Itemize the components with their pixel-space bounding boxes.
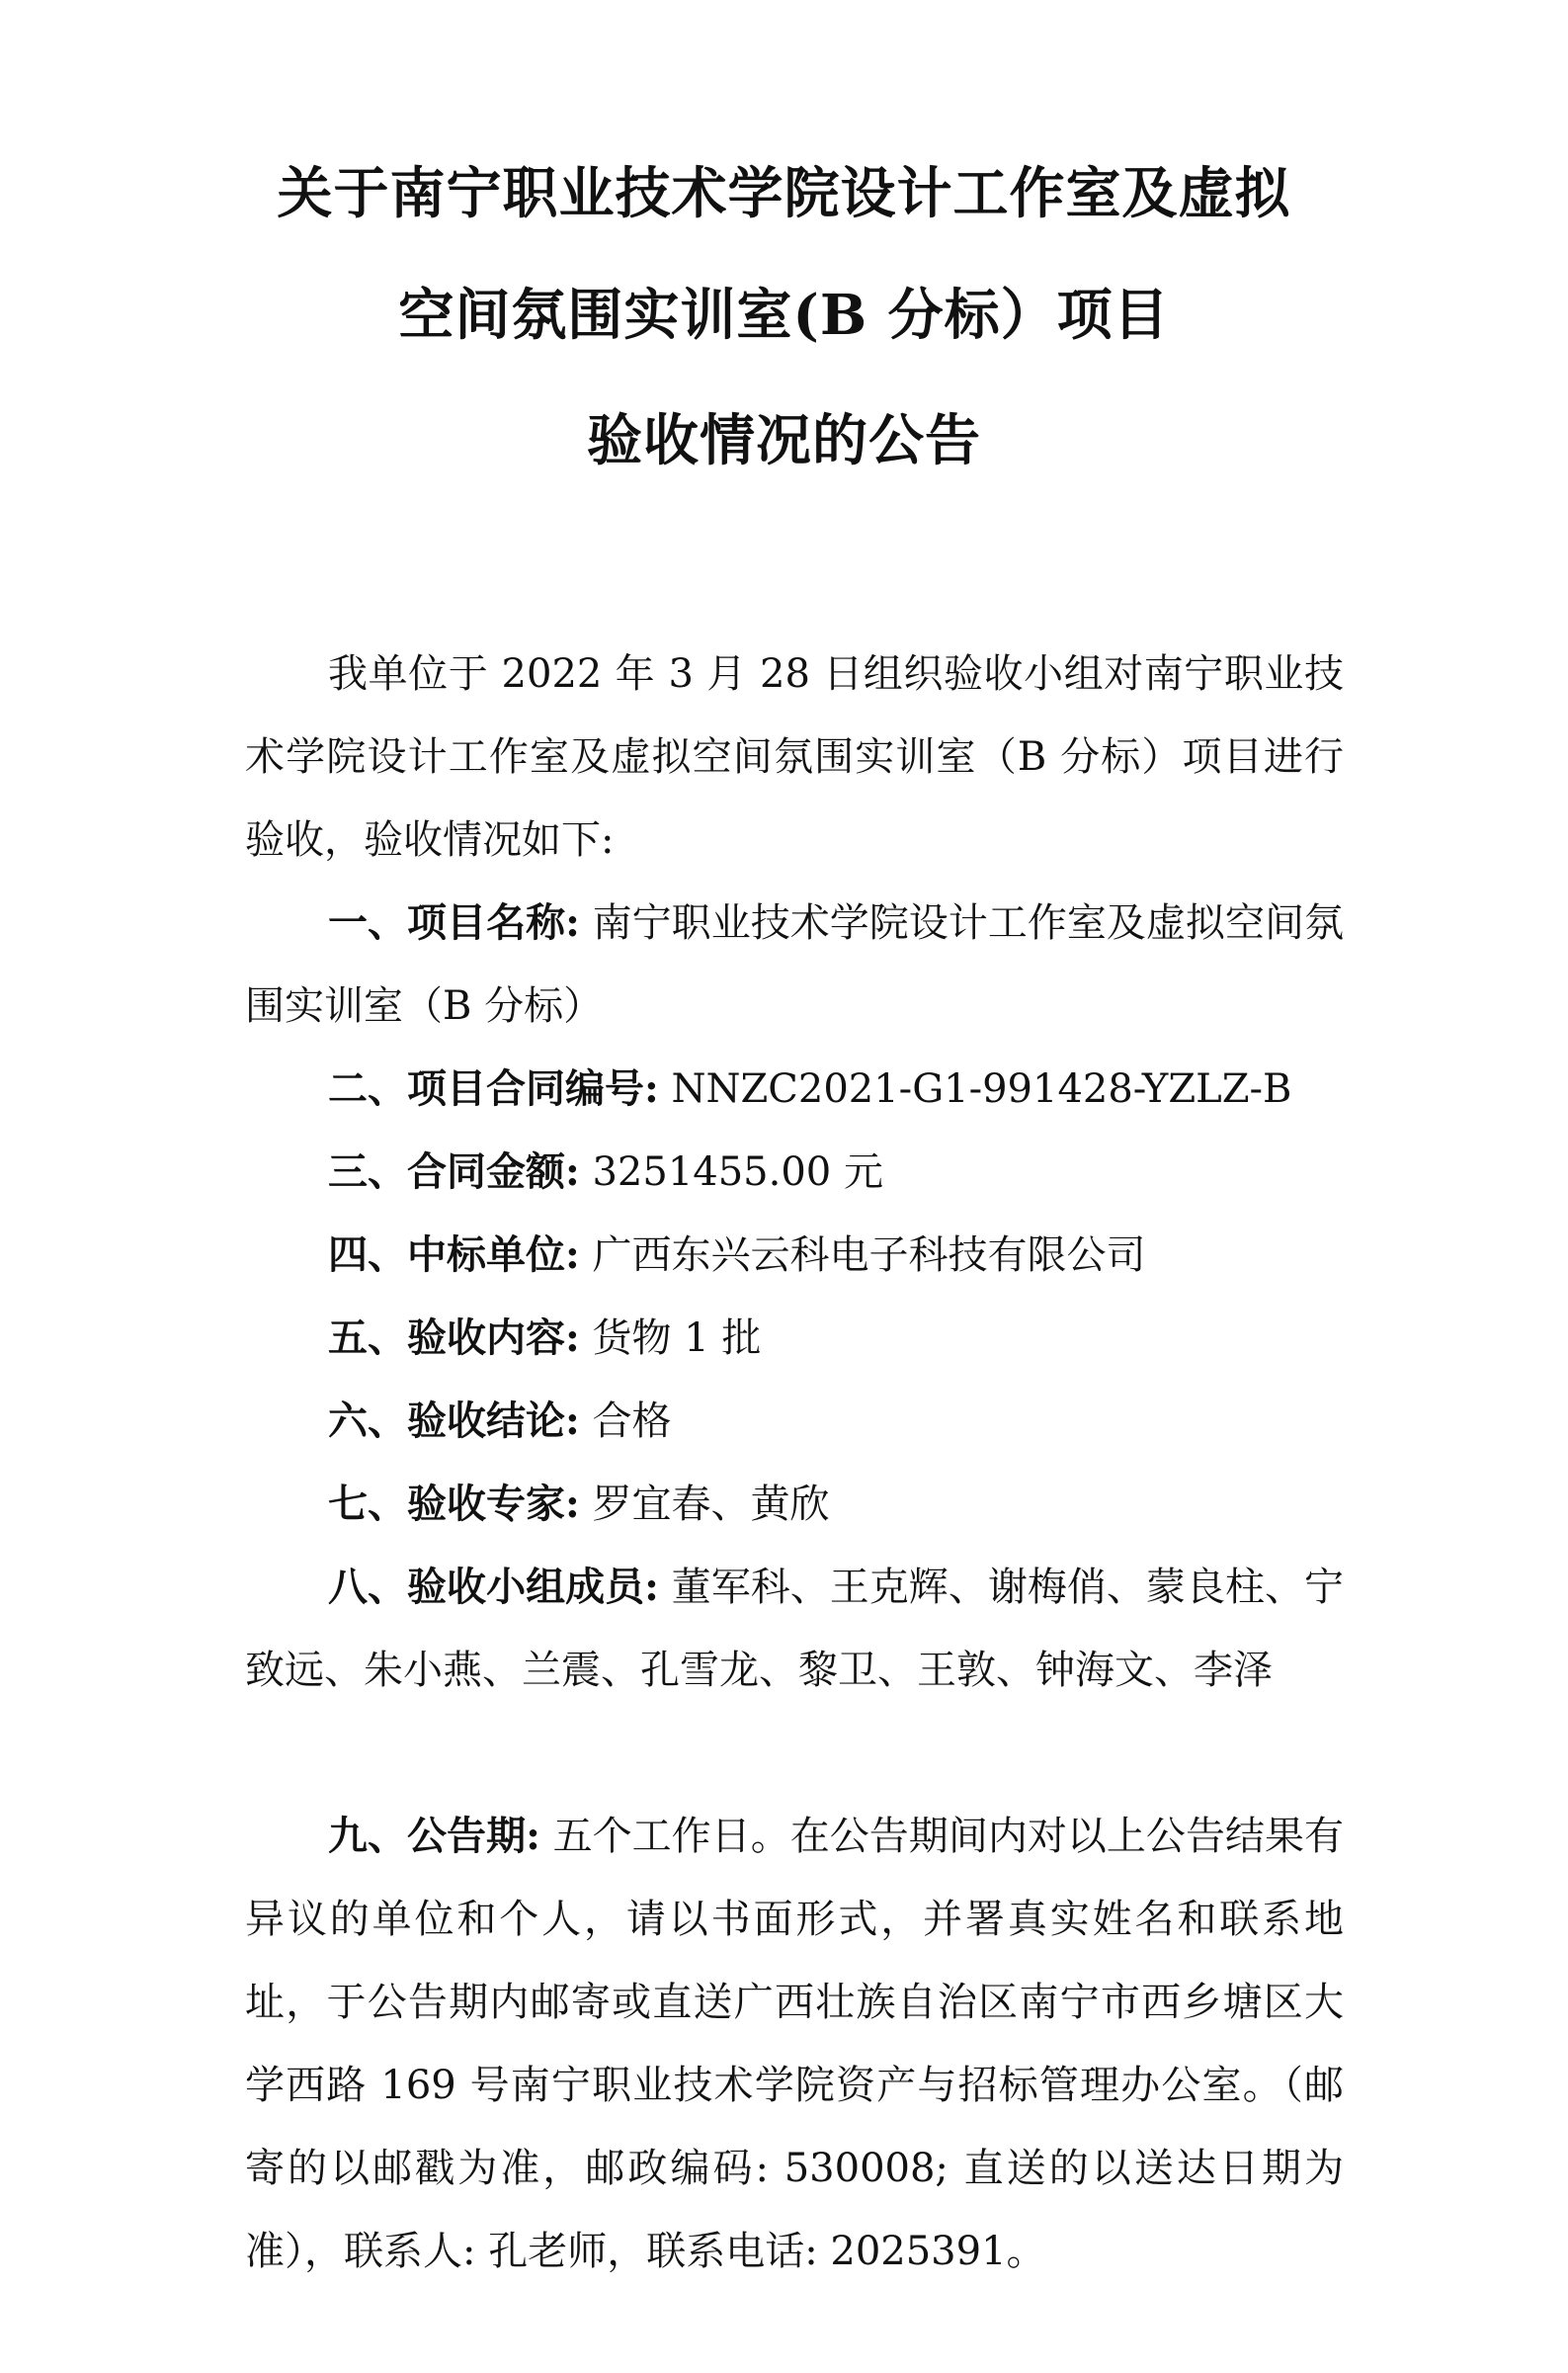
item-value: NNZC2021-G1-991428-YZLZ-B: [658, 1066, 1292, 1112]
item-label: 九、公告期:: [328, 1813, 540, 1859]
item-label: 三、合同金额:: [328, 1148, 580, 1195]
title-line-3: 验收情况的公告: [587, 408, 981, 473]
item-value: 五个工作日。在公告期间内对以上公告结果有异议的单位和个人，请以书面形式，并署真实姓名和联系地址，于公告期内邮寄或直送广西壮族自治区南宁市西乡塘区大学西路 169 号南宁职业技术学院资产与招标管理办公室。（邮寄的以邮戳为准，邮政编码: 530008; 直送的以送达日期为准），联系人: 孔老师，联系电话: 2025391。: [245, 1814, 1345, 2274]
title-line-1: 关于南宁职业技术学院设计工作室及虚拟: [277, 161, 1291, 226]
item-value: 3251455.00 元: [579, 1149, 883, 1195]
item-label: 五、验收内容:: [328, 1314, 580, 1361]
item-label: 四、中标单位:: [328, 1231, 580, 1278]
item-acceptance-content: [245, 1297, 1344, 1380]
item-winning-bidder: [245, 1214, 1344, 1297]
item-label: 二、项目合同编号:: [328, 1065, 659, 1112]
item-value: 南宁职业技术学院设计工作室及虚拟空间氛围实训室（B 分标）: [245, 900, 1344, 1029]
item-contract-number: [245, 1048, 1344, 1131]
item-acceptance-conclusion: [245, 1380, 1344, 1463]
item-value: 董军科、王克辉、谢梅俏、蒙良柱、宁致远、朱小燕、兰震、孔雪龙、黎卫、王敦、钟海文、李泽: [245, 1565, 1345, 1693]
item-value: 罗宜春、黄欣: [579, 1482, 830, 1527]
intro-paragraph: 我单位于 2022 年 3 月 28 日组织验收小组对南宁职业技术学院设计工作室及虚拟空间氛围实训室（B 分标）项目进行验收，验收情况如下:: [245, 651, 1344, 863]
item-value: 货物 1 批: [579, 1315, 762, 1361]
item-value: 广西东兴云科电子科技有限公司: [579, 1232, 1146, 1278]
item-team-members: [245, 1546, 1344, 1712]
item-project-name: [245, 882, 1344, 1048]
item-label: 八、验收小组成员:: [328, 1564, 659, 1610]
item-label: 六、验收结论:: [328, 1398, 580, 1444]
item-contract-amount: [245, 1131, 1344, 1214]
title-line-2: 空间氛围实训室(B 分标）项目: [398, 283, 1170, 348]
item-notice-period: [245, 1795, 1344, 2293]
item-label: 一、项目名称:: [328, 899, 580, 946]
item-value: 合格: [579, 1398, 672, 1444]
item-acceptance-experts: [245, 1463, 1344, 1546]
item-label: 七、验收专家:: [328, 1481, 580, 1527]
